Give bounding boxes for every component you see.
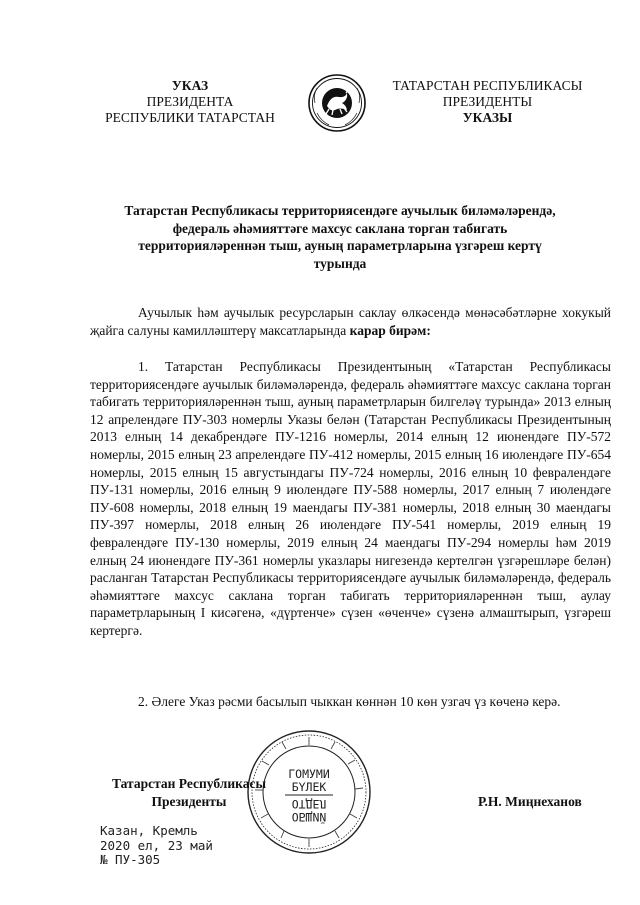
place-date-number	[100, 824, 213, 868]
signature-title-line: Татарстан Республикасы	[111, 776, 266, 791]
president-label: ПРЕЗИДЕНТА	[146, 94, 234, 109]
tatarstan-emblem-icon	[307, 73, 367, 133]
decree-label-tatar: УКАЗЫ	[462, 110, 513, 125]
signature-title	[94, 775, 284, 810]
decree-number-line: № ПУ-305	[100, 852, 161, 867]
signature-title-line: Президенты	[151, 793, 227, 809]
title-line: Татарстан Республикасы территориясендәге аучылык биләмәләрендә,	[124, 203, 556, 218]
document-title	[90, 202, 590, 272]
resolution-phrase: карар бирәм:	[349, 322, 431, 338]
seal-line: БҮЛЕК	[291, 780, 327, 794]
clause-2-paragraph: 2. Әлеге Указ рәсми басылып чыккан көннән 10 көн узгач үз көченә керә.	[138, 694, 561, 709]
title-line: территорияләреннән тыш, ауның параметрларына үзгәреш кертү	[138, 238, 542, 253]
president-name-tatar: ПРЕЗИДЕНТЫ	[442, 94, 533, 109]
republic-name-tatar: ТАТАРСТАН РЕСПУБЛИКАСЫ	[392, 78, 583, 93]
title-line: федераль әһәмияттәге махсус саклана торган табигать	[172, 220, 508, 236]
title-line: турында	[313, 255, 367, 271]
header-right	[380, 78, 595, 126]
republic-label: РЕСПУБЛИКИ ТАТАРСТАН	[105, 110, 275, 125]
place-line: Казан, Кремль	[100, 823, 198, 838]
preamble-paragraph	[90, 304, 611, 339]
preamble-text: Аучылык һәм аучылык ресурсларын саклау өлкәсендә мөнәсәбәтләрне хокукый җайга салуны камилләштерү максатларында	[90, 305, 611, 338]
decree-label: УКАЗ	[171, 78, 209, 93]
clause-1-paragraph: 1. Татарстан Республикасы Президентының «Татарстан Республикасы территориясендәге аучылык биләмәләрендә, федераль әһәмияттәге махсус саклана торган табигать территорияләреннән тыш, ауның параметрларын билгеләү турында» 2013 елның 12 апрелендәге ПУ-303 номерлы Указы белән (Татарстан Республикасы Президентының 2013 елның 14 декабрендәге ПУ-1216 номерлы, 2014 елның 12 июнендәге ПУ-572 номерлы, 2015 елның 23 апрелендәге ПУ-412 номерлы, 2015 елның 16 июлендәге ПУ-654 номерлы, 2015 елның 15 августындагы ПУ-724 номерлы, 2016 елның 10 февралендәге ПУ-131 номерлы, 2016 елның 9 июлендәге ПУ-588 номерлы, 2017 елның 7 июлендәге ПУ-608 номерлы, 2018 елның 19 маендагы ПУ-381 номерлы, 2018 елның 30 маендагы ПУ-397 номерлы, 2018 елның 26 июлендәге ПУ-541 номерлы, 2019 елның 19 февралендәге ПУ-130 номерлы, 2019 елның 24 маендагы ПУ-294 номерлы һәм 2019 елның 24 июнендәге ПУ-361 номерлы указлары нигезендә кертелгән үзгәрешләре белән) расланган Татарстан Республикасы территориясендәге аучылык биләмәләрендә, федераль әһәмияттәге махсус саклана торган табигать территорияләреннән тыш, аулау параметрларының I кисәгенә, «дүртенче» сүзен «өченче» сүзенә алмаштырып, үзгәреш кертергә.	[90, 359, 611, 638]
seal-line-mirrored: ОТДЕЛ	[291, 797, 327, 811]
date-line: 2020 ел, 23 май	[100, 837, 213, 853]
seal-line: ГОМУМИ	[288, 767, 330, 781]
signatory-name: Р.Н. Миңнеханов	[478, 794, 582, 809]
seal-line-mirrored: ОБЩИЙ	[291, 810, 327, 824]
header-left	[85, 78, 295, 126]
